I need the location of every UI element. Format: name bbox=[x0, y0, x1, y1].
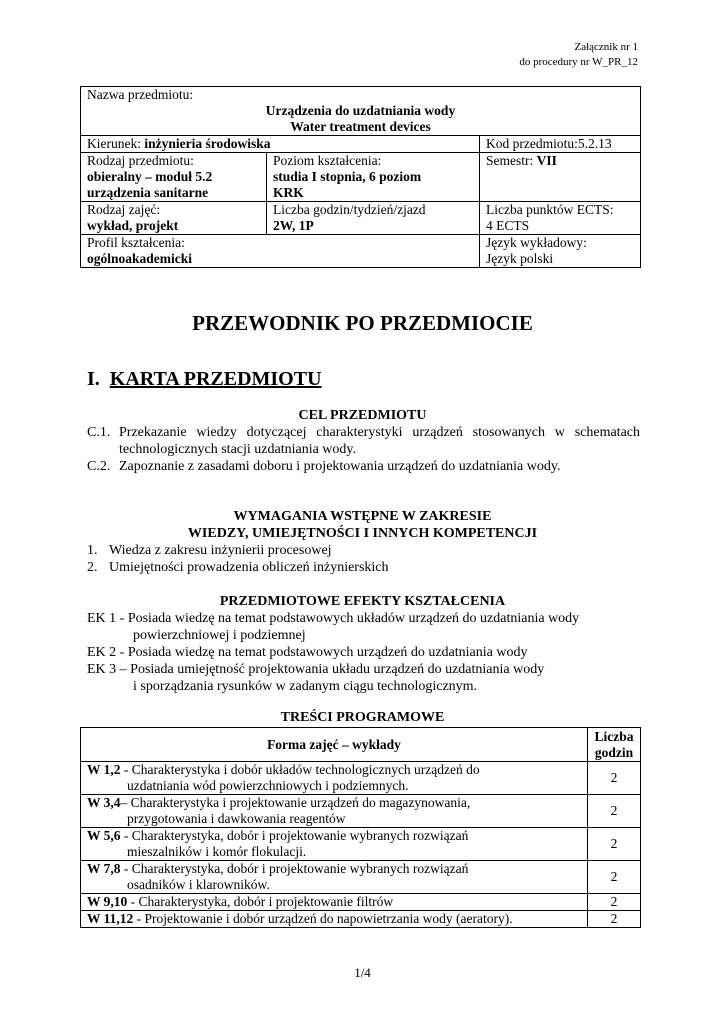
table-row bbox=[81, 795, 641, 828]
language-value: Język polski bbox=[486, 251, 554, 266]
lecture-hours: 2 bbox=[588, 894, 641, 911]
semester-cell bbox=[480, 153, 641, 202]
lecture-hours: 2 bbox=[588, 911, 641, 928]
outcome-line: EK 3 – Posiada umiejętność projektowania układu urządzeń do uzdatniania wody bbox=[87, 662, 545, 677]
course-name-cell bbox=[81, 87, 641, 136]
ects-label: Liczba punktów ECTS: bbox=[486, 202, 614, 217]
section-title: KARTA PRZEDMIOTU bbox=[109, 368, 322, 390]
table-row bbox=[81, 828, 641, 861]
lecture-topic: - Charakterystyka, dobór i projektowanie wybranych rozwiązań bbox=[120, 828, 469, 843]
hours-label: Liczba godzin/tydzień/zjazd bbox=[273, 202, 426, 217]
section-heading bbox=[87, 367, 322, 391]
table-row bbox=[81, 894, 641, 911]
course-info-table bbox=[80, 86, 641, 268]
lecture-topic-continuation: uzdatniania wód powierzchniowych i podziemnych. bbox=[127, 778, 409, 793]
table-row bbox=[81, 911, 641, 928]
level-value-2: KRK bbox=[273, 185, 304, 200]
lecture-hours: 2 bbox=[588, 795, 641, 828]
goal-text: Przekazanie wiedzy dotyczącej charakterystyki urządzeń stosowanych w schematach technologicznych stacji uzdatniania wody. bbox=[119, 425, 640, 457]
requirement-number: 1. bbox=[87, 543, 98, 558]
outcome-continuation: i sporządzania rysunków w zadanym ciągu technologicznym. bbox=[133, 679, 478, 694]
hours-value: 2W, 1P bbox=[273, 218, 314, 233]
outcome-line: EK 2 - Posiada wiedzę na temat podstawowych urządzeń do uzdatniania wody bbox=[87, 645, 528, 660]
hours-column-header bbox=[588, 728, 641, 762]
level-cell bbox=[267, 153, 480, 202]
lecture-code: W 3,4 bbox=[87, 795, 121, 810]
lecture-topic-continuation: osadników i klarowników. bbox=[127, 877, 270, 892]
lecture-topic: - Charakterystyka i dobór układów technologicznych urządzeń do bbox=[120, 762, 480, 777]
outcome-continuation: powierzchniowej i podziemnej bbox=[133, 628, 306, 643]
lecture-topic: – Charakterystyka i projektowanie urządzeń do magazynowania, bbox=[120, 795, 471, 810]
attachment-note bbox=[519, 40, 638, 70]
ects-cell bbox=[480, 202, 641, 235]
lecture-topic: - Charakterystyka, dobór i projektowanie wybranych rozwiązań bbox=[120, 861, 469, 876]
classes-value: wykład, projekt bbox=[87, 218, 179, 233]
hours-header-line-2: godzin bbox=[594, 744, 634, 760]
table-row bbox=[81, 762, 641, 795]
lecture-topic-cell bbox=[81, 795, 588, 828]
lecture-code: W 9,10 bbox=[87, 894, 128, 909]
table-row bbox=[81, 861, 641, 894]
attachment-line-1: Załącznik nr 1 bbox=[574, 41, 638, 53]
course-type-value-1: obieralny – moduł 5.2 bbox=[87, 169, 213, 184]
lecture-hours: 2 bbox=[588, 861, 641, 894]
requirement-text: Umiejętności prowadzenia obliczeń inżynierskich bbox=[109, 560, 389, 575]
lecture-code: W 1,2 bbox=[87, 762, 121, 777]
course-type-cell bbox=[81, 153, 267, 202]
classes-cell bbox=[81, 202, 267, 235]
goal-item bbox=[87, 424, 640, 458]
level-label: Poziom kształcenia: bbox=[273, 153, 382, 168]
requirements-title-2: WIEDZY, UMIEJĘTNOŚCI I INNYCH KOMPETENCJI bbox=[187, 526, 538, 541]
course-name-pl: Urządzenia do uzdatniania wody bbox=[265, 103, 456, 118]
lecture-code: W 7,8 bbox=[87, 861, 121, 876]
profile-cell bbox=[81, 235, 480, 268]
direction-label: Kierunek: bbox=[87, 136, 145, 151]
hours-header-line-1: Liczba bbox=[594, 728, 634, 744]
hours-cell bbox=[267, 202, 480, 235]
goal-item bbox=[87, 458, 640, 475]
outcome-line: EK 1 - Posiada wiedzę na temat podstawowych układów urządzeń do uzdatniania wody bbox=[87, 611, 580, 626]
outcome-item bbox=[87, 610, 640, 644]
requirement-item bbox=[87, 542, 640, 559]
semester-value: VII bbox=[536, 153, 557, 168]
goal-text: Zapoznanie z zasadami doboru i projektowania urządzeń do uzdatniania wody. bbox=[119, 459, 561, 474]
lecture-topic-cell bbox=[81, 894, 588, 911]
page-title: PRZEWODNIK PO PRZEDMIOCIE bbox=[192, 311, 533, 335]
outcome-item bbox=[87, 661, 640, 695]
lecture-hours: 2 bbox=[588, 762, 641, 795]
lecture-topic-continuation: przygotowania i dawkowania reagentów bbox=[127, 811, 346, 826]
direction-cell bbox=[81, 136, 480, 153]
lecture-topic: - Projektowanie i dobór urządzeń do napowietrzania wody (aeratory). bbox=[133, 911, 513, 926]
requirement-item bbox=[87, 559, 640, 576]
language-cell bbox=[480, 235, 641, 268]
lecture-topic-cell bbox=[81, 828, 588, 861]
lecture-hours: 2 bbox=[588, 828, 641, 861]
course-type-label: Rodzaj przedmiotu: bbox=[87, 153, 194, 168]
outcome-item bbox=[87, 644, 640, 661]
semester-label: Semestr: bbox=[486, 153, 537, 168]
course-name-en: Water treatment devices bbox=[290, 119, 431, 134]
requirement-text: Wiedza z zakresu inżynierii procesowej bbox=[109, 543, 332, 558]
goal-label: C.1. bbox=[87, 425, 111, 440]
lecture-topic-cell bbox=[81, 861, 588, 894]
lecture-topic-continuation: mieszalników i komór flokulacji. bbox=[127, 844, 307, 859]
goal-label: C.2. bbox=[87, 459, 111, 474]
form-column-header: Forma zajęć – wykłady bbox=[81, 728, 588, 762]
profile-label: Profil kształcenia: bbox=[87, 235, 185, 250]
course-name-label: Nazwa przedmiotu: bbox=[87, 87, 194, 102]
course-type-value-2: urządzenia sanitarne bbox=[87, 185, 209, 200]
lecture-topic-cell bbox=[81, 911, 588, 928]
requirement-number: 2. bbox=[87, 560, 98, 575]
outcomes-title: PRZEDMIOTOWE EFEKTY KSZTAŁCENIA bbox=[219, 594, 506, 609]
level-value-1: studia I stopnia, 6 poziom bbox=[273, 169, 422, 184]
lecture-code: W 5,6 bbox=[87, 828, 121, 843]
course-code-cell: Kod przedmiotu:5.2.13 bbox=[480, 136, 641, 153]
direction-value: inżynieria środowiska bbox=[144, 136, 271, 151]
page-number: 1/4 bbox=[354, 965, 371, 980]
program-table bbox=[80, 727, 641, 928]
lecture-topic: - Charakterystyka, dobór i projektowanie filtrów bbox=[127, 894, 394, 909]
profile-value: ogólnoakademicki bbox=[87, 251, 193, 266]
section-number: I. bbox=[87, 368, 100, 390]
attachment-line-2: do procedury nr W_PR_12 bbox=[519, 56, 638, 68]
requirements-title-1: WYMAGANIA WSTĘPNE W ZAKRESIE bbox=[233, 509, 492, 524]
classes-label: Rodzaj zajęć: bbox=[87, 202, 161, 217]
goals-title: CEL PRZEDMIOTU bbox=[298, 408, 427, 423]
ects-value: 4 ECTS bbox=[486, 218, 530, 233]
program-title: TREŚCI PROGRAMOWE bbox=[280, 710, 445, 725]
lecture-code: W 11,12 bbox=[87, 911, 134, 926]
language-label: Język wykładowy: bbox=[486, 235, 587, 250]
lecture-topic-cell bbox=[81, 762, 588, 795]
